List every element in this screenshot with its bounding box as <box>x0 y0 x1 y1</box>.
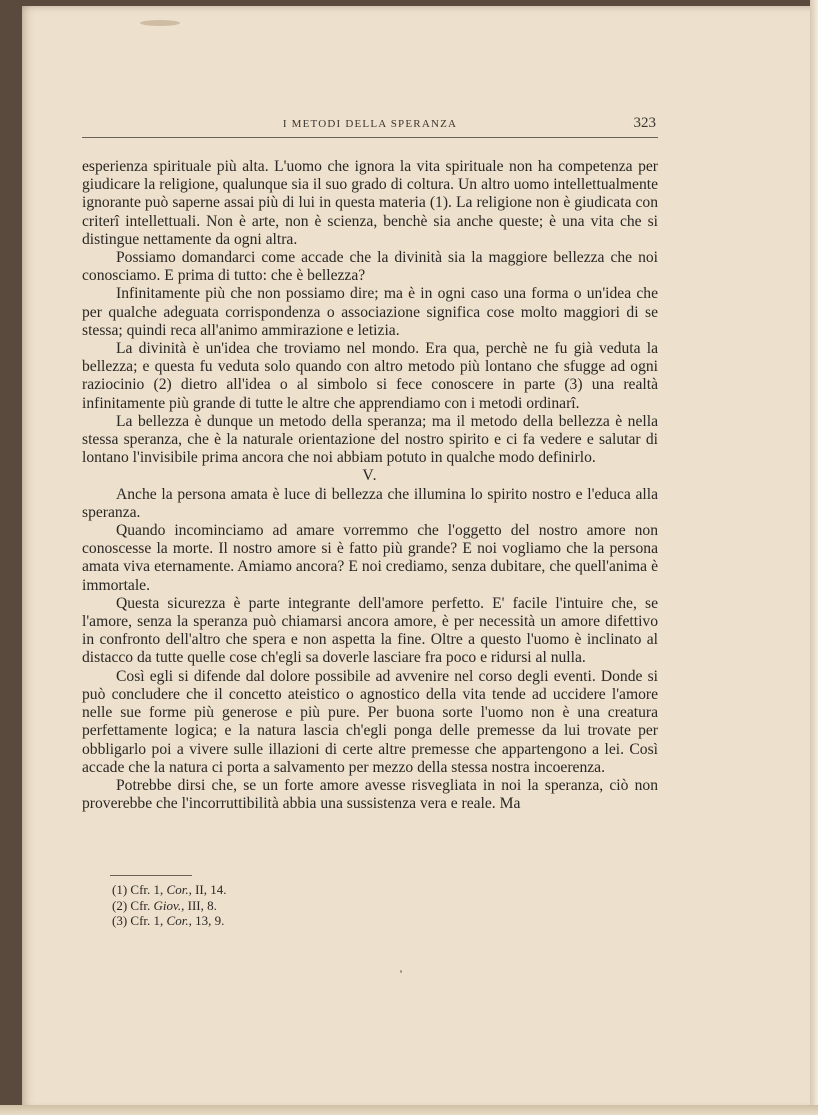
paragraph: La divinità è un'idea che troviamo nel mondo. Era qua, perchè ne fu già veduta la bellezza; e questa fu veduta solo quando con altro metodo più lontano che sfugge ad ogni raziocinio (2) dietro all'idea o al simbolo si fece conoscere in parte (3) una realtà infinitamente più grande di tutte le altre che apprendiamo con i metodi ordinarî. <box>82 340 658 412</box>
paragraph: Anche la persona amata è luce di bellezza che illumina lo spirito nostro e l'educa alla speranza. <box>82 485 658 521</box>
section-heading: V. <box>362 467 378 485</box>
running-head: I METODI DELLA SPERANZA <box>282 118 458 130</box>
footnote <box>112 882 412 898</box>
footnote-prefix: Cfr. <box>130 897 154 913</box>
footnote-marker: (1) <box>112 882 128 897</box>
footnote-ref: , II, 14. <box>188 882 227 897</box>
body-text <box>82 158 658 813</box>
paragraph: Infinitamente più che non possiamo dire; ma è in ogni caso una forma o un'idea che per qualche adeguata corrispondenza o associazione significa cose molto maggiori di se stessa; quindi reca all'animo ammirazione e letizia. <box>82 285 658 339</box>
paper-smudge <box>140 20 180 26</box>
paragraph: Potrebbe dirsi che, se un forte amore avesse risvegliata in noi la speranza, ciò non proverebbe che l'incorruttibilità abbia una sussistenza vera e reale. Ma <box>82 776 658 813</box>
paragraph: La bellezza è dunque un metodo della speranza; ma il metodo della bellezza è nella stessa speranza, che è la naturale orientazione del nostro spirito e ci fa vedere e salutar di lontano l'invisibile prima ancora che noi abbiam potuto in qualche modo definirlo. <box>82 412 658 467</box>
paragraph: Così egli si difende dal dolore possibile ad avvenire nel corso degli eventi. Donde si può concludere che il concetto ateistico o agnostico della vita tende ad uccidere l'amore nelle sue forme più generose e più pure. Per buona sorte l'uomo non è una creatura perfettamente logica; e la natura lascia ch'egli ponga delle premesse da lui trovate per obbligarlo poi a vivere sulle illazioni di certe altre premesse che appartengono a lei. Così accade che la natura ci porta a salvamento per mezzo della stessa nostra incoerenza. <box>82 667 658 776</box>
footnote <box>112 898 412 914</box>
footnote-ref: , III, 8. <box>181 897 217 913</box>
footnote-ref: , 13, 9. <box>188 913 225 928</box>
paragraph: Questa sicurezza è parte integrante dell'amore perfetto. E' facile l'intuire che, se l'amore, senza la speranza può chiamarsi ancora amore, è per necessità un amore difettivo in confronto dell'altro che spera e non aspetta la fine. Oltre a questo l'uomo è inclinato al distacco da tutte quelle cose ch'egli sa doverle lasciare fra poco e ridursi al nulla. <box>82 594 658 667</box>
footnote-source: Cor. <box>166 913 189 928</box>
footnotes <box>112 882 412 929</box>
paragraph: Quando incominciamo ad amare vorremmo che l'oggetto del nostro amore non conoscesse la morte. Il nostro amore si è fatto più grande? E noi vogliamo che la persona amata viva eternamente. Amiamo ancora? E noi crediamo, senza dubitare, che quell'anima è immortale. <box>82 522 658 594</box>
footnote-marker: (2) <box>112 897 128 913</box>
paper-speck <box>400 970 402 973</box>
paragraph: Possiamo domandarci come accade che la divinità sia la maggiore bellezza che noi conosciamo. E prima di tutto: che è bellezza? <box>82 249 658 285</box>
footnote <box>112 913 412 929</box>
bottom-page-edge <box>0 1105 818 1115</box>
footnote-prefix: Cfr. 1, <box>130 913 167 928</box>
page-number: 323 <box>633 115 656 131</box>
footnote-rule <box>110 875 192 876</box>
header-rule <box>82 137 658 138</box>
page-header <box>82 116 658 136</box>
footnote-source: Cor. <box>166 882 189 897</box>
footnote-prefix: Cfr. 1, <box>130 882 167 897</box>
paragraph: esperienza spirituale più alta. L'uomo che ignora la vita spirituale non ha competenza per giudicare la religione, qualunque sia il suo grado di coltura. Un altro uomo intellettualmente ignorante può saperne assai più di lui in questa materia (1). La religione non è giudicata con criterî intellettuali. Non è arte, non è scienza, benchè sia anche queste; è una vita che si distingue nettamente da ogni altra. <box>82 158 658 248</box>
next-page-edge <box>810 0 818 1115</box>
footnote-marker: (3) <box>112 913 128 928</box>
footnote-source: Giov. <box>153 897 182 913</box>
